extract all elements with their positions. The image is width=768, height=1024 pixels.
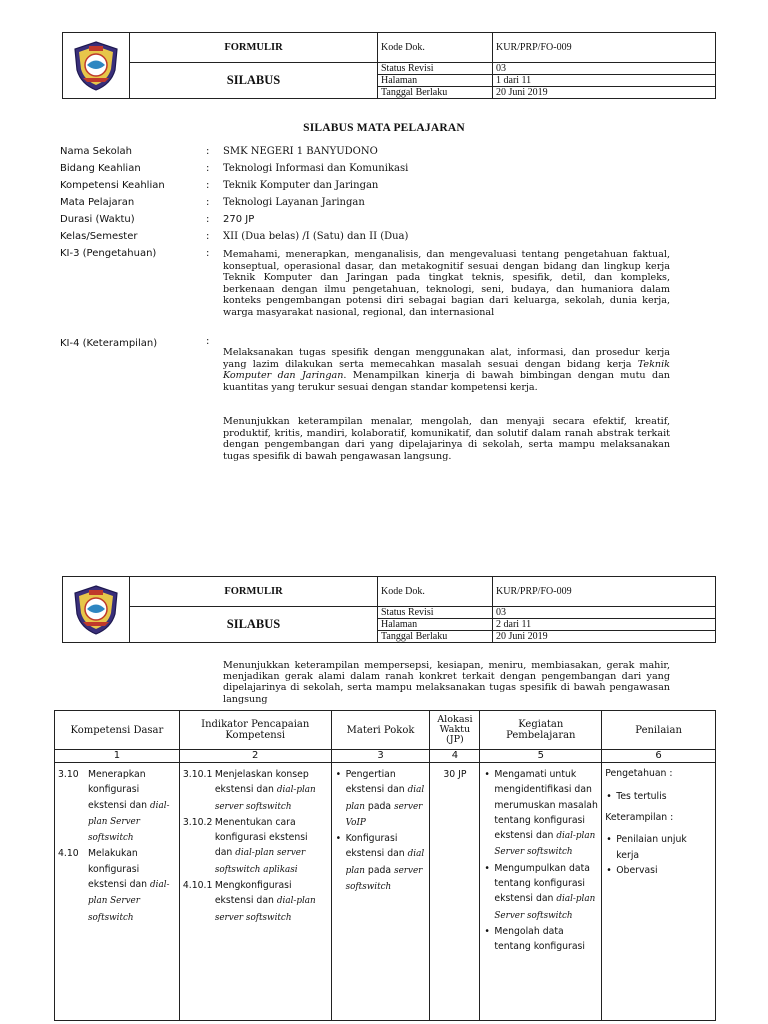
kd-text: Menerapkan konfigurasi ekstensi dan xyxy=(88,769,151,811)
kode-dok-label: Kode Dok. xyxy=(378,33,493,63)
penilaian-text: Obervasi xyxy=(616,865,658,876)
info-colon: : xyxy=(206,231,210,242)
status-revisi-label: Status Revisi xyxy=(378,607,493,619)
list-item xyxy=(335,831,427,895)
logo-cell xyxy=(63,33,130,99)
info-label: Nama Sekolah xyxy=(60,146,132,157)
kompetensi-dasar-cell xyxy=(55,763,180,1021)
bullet-icon: • xyxy=(606,834,612,845)
column-header: Materi Pokok xyxy=(331,711,430,750)
table-row xyxy=(55,763,716,1021)
kode-dok-label: Kode Dok. xyxy=(378,577,493,607)
info-colon: : xyxy=(206,180,210,191)
kode-dok-value: KUR/PRP/FO-009 xyxy=(493,33,716,63)
indikator-number: 3.10.2 xyxy=(182,816,213,828)
info-value: Teknologi Informasi dan Komunikasi xyxy=(223,163,409,174)
kegiatan-text: Mengolah data tentang konfigurasi xyxy=(494,925,585,953)
kd-italic: dial-plan Server softswitch xyxy=(88,880,170,923)
status-revisi-label: Status Revisi xyxy=(378,63,493,75)
formulir-label: FORMULIR xyxy=(130,577,378,607)
column-header: Alokasi Waktu (JP) xyxy=(430,711,480,750)
info-label: KI-4 (Keterampilan) xyxy=(60,338,158,349)
info-label: KI-3 (Pengetahuan) xyxy=(60,248,157,259)
indikator-text: Menentukan cara konfigurasi ekstensi dan xyxy=(214,816,308,859)
materi-italic: server VoIP xyxy=(345,801,423,828)
column-number: 5 xyxy=(480,750,602,763)
list-item xyxy=(483,861,598,924)
bullet-icon: • xyxy=(484,862,490,874)
kegiatan-text: Mengumpulkan data tentang konfigurasi ekstensi dan xyxy=(494,862,590,905)
indikator-cell xyxy=(179,763,331,1021)
materi-text: Konfigurasi ekstensi dan xyxy=(345,833,408,860)
materi-pokok-cell xyxy=(331,763,430,1021)
tanggal-berlaku-label: Tanggal Berlaku xyxy=(378,87,493,99)
info-value: XII (Dua belas) /I (Satu) dan II (Dua) xyxy=(223,231,409,242)
indikator-item xyxy=(183,878,328,926)
info-label: Durasi (Waktu) xyxy=(60,214,135,225)
kd-text: Melakukan konfigurasi ekstensi dan xyxy=(88,848,151,891)
indikator-item xyxy=(183,815,328,878)
kd-item xyxy=(58,846,176,925)
kegiatan-text: Mengamati untuk mengidentifikasi dan merumuskan masalah tentang konfigurasi ekstensi dan xyxy=(494,769,598,842)
formulir-label: FORMULIR xyxy=(130,33,378,63)
materi-italic: server softswitch xyxy=(345,865,423,893)
ki3-text: Memahami, menerapkan, menganalisis, dan mengevaluasi tentang pengetahuan faktual, konseptual, operasional dasar, dan metakognitif sesuai dengan bidang dan lingkup kerja Teknik Komputer dan Jaringan pada tingkat teknis, spesifik, detil, dan kompleks, berkenaan dengan ilmu pengetahuan, teknologi, seni, budaya, dan humaniora dalam konteks pengembangan potensi diri sebagai bagian dari keluarga, sekolah, dunia kerja, warga masyarakat nasional, regional, dan internasional xyxy=(223,249,670,318)
indikator-number: 4.10.1 xyxy=(182,880,213,892)
materi-list xyxy=(335,767,427,895)
bullet-icon: • xyxy=(335,833,342,845)
kd-italic: dial-plan Server softswitch xyxy=(88,800,170,844)
status-revisi-value: 03 xyxy=(493,63,716,75)
kegiatan-italic: dial-plan Server softswitch xyxy=(494,894,596,921)
ki4-paragraph-3: Menunjukkan keterampilan mempersepsi, kesiapan, meniru, membiasakan, gerak mahir, menjadikan gerak alami dalam ranah konkret terkait dengan pengembangan dari yang dipelajarinya di sekolah, serta mampu melaksanakan tugas spesifik di bawah pengawasan langsung xyxy=(223,660,670,705)
ki4-p1-text-a: Melaksanakan tugas spesifik dengan menggunakan alat, informasi, dan prosedur kerja yang lazim dilakukan serta memecahkan masalah sesuai dengan bidang kerja xyxy=(223,347,670,370)
info-colon: : xyxy=(206,163,210,174)
indikator-italic: dial-plan server softswitch xyxy=(214,896,316,923)
column-number: 6 xyxy=(602,750,716,763)
materi-italic: dial plan xyxy=(345,785,425,812)
ki4-p1-text-b: . Menampilkan kinerja di bawah bimbingan dengan mutu dan kuantitas yang terukur sesuai dengan standar kompetensi kerja. xyxy=(223,370,670,393)
pengetahuan-list xyxy=(605,790,712,803)
info-label: Kelas/Semester xyxy=(60,231,138,242)
info-colon: : xyxy=(206,197,210,208)
info-colon: : xyxy=(206,248,210,259)
info-value: Teknik Komputer dan Jaringan xyxy=(223,180,379,191)
kegiatan-list xyxy=(483,767,598,955)
bullet-icon: • xyxy=(484,925,490,937)
ki4-paragraph-2: Menunjukkan keterampilan menalar, mengolah, dan menyaji secara efektif, kreatif, produktif, kritis, mandiri, kolaboratif, komunikatif, dan solutif dalam ranah abstrak terkait dengan pengembangan dari yang dipelajarinya di sekolah, serta mampu melaksanakan tugas spesifik di bawah pengawasan langsung. xyxy=(223,416,670,462)
status-revisi-value: 03 xyxy=(493,607,716,619)
column-number: 4 xyxy=(430,750,480,763)
halaman-label: Halaman xyxy=(378,75,493,87)
list-item xyxy=(483,767,598,861)
silabus-table xyxy=(54,710,716,1021)
penilaian-text: Tes tertulis xyxy=(616,791,667,802)
kd-number: 3.10 xyxy=(58,769,79,780)
info-label: Mata Pelajaran xyxy=(60,197,135,208)
penilaian-cell xyxy=(602,763,716,1021)
info-colon: : xyxy=(206,146,210,157)
info-value: 270 JP xyxy=(223,214,255,225)
tanggal-berlaku-value: 20 Juni 2019 xyxy=(493,87,716,99)
school-logo-icon xyxy=(71,584,121,636)
info-colon: : xyxy=(206,214,210,225)
school-logo-icon xyxy=(71,40,121,92)
kd-item xyxy=(58,767,176,846)
pengetahuan-label: Pengetahuan : xyxy=(605,768,673,779)
materi-text: pada xyxy=(364,800,395,812)
tanggal-berlaku-label: Tanggal Berlaku xyxy=(378,631,493,643)
materi-text: pada xyxy=(364,864,395,876)
ki4-paragraph-1 xyxy=(223,347,670,393)
penilaian-text: Penilaian unjuk kerja xyxy=(616,834,687,861)
kegiatan-cell xyxy=(480,763,602,1021)
indikator-number: 3.10.1 xyxy=(182,769,213,780)
column-header: Penilaian xyxy=(602,711,716,750)
tanggal-berlaku-value: 20 Juni 2019 xyxy=(493,631,716,643)
materi-text: Pengertian ekstensi dan xyxy=(345,769,408,796)
list-item xyxy=(335,767,427,831)
list-item xyxy=(605,790,712,803)
list-item xyxy=(483,924,598,955)
column-number: 3 xyxy=(331,750,430,763)
info-value: SMK NEGERI 1 BANYUDONO xyxy=(223,146,378,157)
indikator-item xyxy=(183,767,328,815)
indikator-italic: dial-plan server softswitch aplikasi xyxy=(214,848,306,875)
halaman-label: Halaman xyxy=(378,619,493,631)
column-header: Kompetensi Dasar xyxy=(55,711,180,750)
table-number-row xyxy=(55,750,716,763)
list-item xyxy=(605,832,712,864)
halaman-value: 2 dari 11 xyxy=(493,619,716,631)
info-label: Kompetensi Keahlian xyxy=(60,180,165,191)
indikator-italic: dial-plan server softswitch xyxy=(214,785,316,812)
list-item xyxy=(605,864,712,877)
info-value: Teknologi Layanan Jaringan xyxy=(223,197,365,208)
keterampilan-label: Keterampilan : xyxy=(605,812,674,823)
form-header-page-2 xyxy=(62,576,716,643)
kd-number: 4.10 xyxy=(58,848,79,860)
bullet-icon: • xyxy=(484,769,490,780)
document-title: SILABUS MATA PELAJARAN xyxy=(303,122,465,134)
silabus-label: SILABUS xyxy=(130,63,378,99)
materi-italic: dial plan xyxy=(345,849,425,876)
bullet-icon: • xyxy=(606,865,612,876)
halaman-value: 1 dari 11 xyxy=(493,75,716,87)
column-number: 1 xyxy=(55,750,180,763)
silabus-label: SILABUS xyxy=(130,607,378,643)
alokasi-waktu-cell: 30 JP xyxy=(430,763,480,1021)
logo-cell xyxy=(63,577,130,643)
ki4-p1-italic: Teknik Komputer dan Jaringan xyxy=(223,358,670,382)
bullet-icon: • xyxy=(335,769,342,780)
column-header: Kegiatan Pembelajaran xyxy=(480,711,602,750)
kegiatan-italic: dial-plan Server softswitch xyxy=(494,831,596,858)
info-colon: : xyxy=(206,336,210,347)
bullet-icon: • xyxy=(606,791,612,802)
keterampilan-list xyxy=(605,832,712,877)
indikator-text: Mengkonfigurasi ekstensi dan xyxy=(214,880,292,907)
column-header: Indikator Pencapaian Kompetensi xyxy=(179,711,331,750)
column-number: 2 xyxy=(179,750,331,763)
info-label: Bidang Keahlian xyxy=(60,163,141,174)
kode-dok-value: KUR/PRP/FO-009 xyxy=(493,577,716,607)
table-header-row xyxy=(55,711,716,750)
form-header-page-1 xyxy=(62,32,716,99)
indikator-text: Menjelaskan konsep ekstensi dan xyxy=(214,769,309,796)
